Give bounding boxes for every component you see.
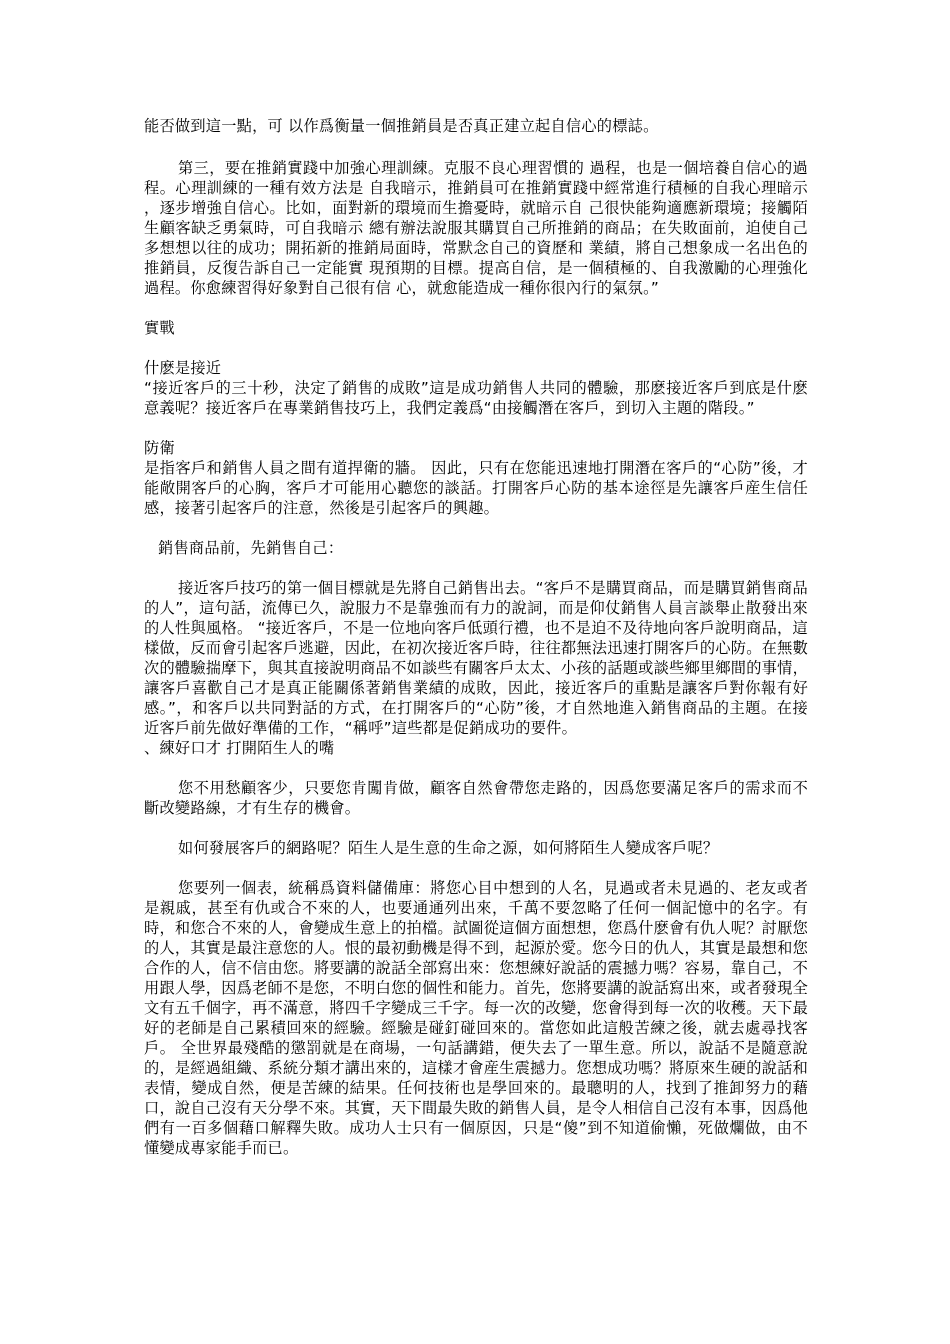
paragraph-customers: 您不用愁顧客少，只要您肯闖肯做，顧客自然會帶您走路的，因爲您要滿足客戶的需求而不斷改變路線，才有生存的機會。 (144, 779, 808, 817)
document-page (144, 116, 808, 1158)
paragraph-make-list: 您要列一個表，統稱爲資料儲備庫：將您心目中想到的人名，見過或者未見過的、老友或者是親戚，甚至有仇或合不來的人，也要通通列出來，千萬不要忽略了任何一個記憶中的名字。有時，和您合不來的人，會變成生意上的拍檔。試圖從這個方面想想，您爲什麽會有仇人呢？討厭您的人，其實是最注意您的人。恨的最初動機是得不到，起源於愛。您今日的仇人，其實是最想和您合作的人，信不信由您。將要講的說話全部寫出來：您想練好說話的震撼力嗎？容易，靠自己，不用跟人學，因爲老師不是您，不明白您的個性和能力。首先，您將要講的說話寫出來，或者發現全文有五千個字，再不滿意，將四千字變成三千字。每一次的改變，您會得到每一次的收穫。天下最好的老師是自己累積回來的經驗。經驗是碰釘碰回來的。當您如此這般苦練之後，就去處尋找客戶。 全世界最殘酷的懲罰就是在商場，一句話講錯，便失去了一單生意。所以，說話不是隨意說的，是經過組織、系統分類才講出來的，這樣才會産生震撼力。您想成功嗎？將原來生硬的說話和表情，變成自然，便是苦練的結果。任何技術也是學回來的。最聰明的人，找到了推卸努力的藉口，說自己沒有天分學不來。其實，天下間最失敗的銷售人員，是令人相信自己沒有本事，因爲他們有一百多個藉口解釋失敗。成功人士只有一個原因，只是“傻”到不知道偷懶，死做爛做，由不懂變成專家能手而已。 (144, 879, 808, 1157)
heading-practice: 實戰 (144, 319, 175, 337)
heading-practice-speaking: 、練好口才 打開陌生人的嘴 (144, 739, 335, 757)
paragraph-defense-definition: 是指客戶和銷售人員之間有道捍衛的牆。 因此，只有在您能迅速地打開潛在客戶的“心防”後，才能敞開客戶的心胸，客戶才可能用心聽您的談話。打開客戶心防的基本途徑是先讓客戶産生信任感，接著引起客戶的注意，然後是引起客戶的興趣。 (144, 459, 808, 517)
paragraph-sell-yourself: 接近客戶技巧的第一個目標就是先將自己銷售出去。“客戶不是購買商品，而是購買銷售商品的人”，這句話，流傳已久，說服力不是靠強而有力的說詞，而是仰仗銷售人員言談舉止散發出來的人性與風格。 “接近客戶，不是一位地向客戶低頭行禮，也不是迫不及待地向客戶說明商品，這樣做，反而會引起客戶逃避，因此，在初次接近客戶時，往往都無法迅速打開客戶的心防。在無數次的體驗揣摩下，與其直接說明商品不如談些有關客戶太太、小孩的話題或談些鄉里鄉間的事情，讓客戶喜歡自己才是真正能關係著銷售業績的成敗，因此，接近客戶的重點是讓客戶對你報有好感。”，和客戶以共同對話的方式，在打開客戶的“心防”後，才自然地進入銷售商品的主題。在接近客戶前先做好準備的工作，“稱呼”這些都是促銷成功的要件。 (144, 579, 808, 737)
paragraph-confidence-measure: 能否做到這一點，可 以作爲衡量一個推銷員是否真正建立起自信心的標誌。 (144, 117, 659, 135)
heading-defense: 防衛 (144, 439, 175, 457)
heading-what-is-approach: 什麽是接近 (144, 359, 222, 377)
paragraph-develop-network: 如何發展客戶的網路呢？陌生人是生意的生命之源，如何將陌生人變成客戶呢？ (178, 839, 719, 857)
paragraph-psych-training: 第三，要在推銷實踐中加強心理訓練。克服不良心理習慣的 過程，也是一個培養自信心的過程。心理訓練的一種有效方法是 自我暗示，推銷員可在推銷實踐中經常進行積極的自我心理暗示 ，逐步增強自信心。比如，面對新的環境而生擔憂時，就暗示自 己很快能夠適應新環境；接觸陌生顧客缺乏勇氣時，可自我暗示 總有辦法說服其購買自己所推銷的商品；在失敗面前，迫使自己 多想想以往的成功；開拓新的推銷局面時，常默念自己的資歷和 業績，將自己想象成一名出色的推銷員，反復告訴自己一定能實 現預期的目標。提高自信，是一個積極的、自我激勵的心理強化 過程。你愈練習得好象對自己很有信 心，就愈能造成一種你很內行的氣氛。” (144, 159, 808, 297)
heading-sell-yourself-first: 銷售商品前，先銷售自己： (158, 539, 344, 557)
paragraph-approach-definition: “接近客戶的三十秒，決定了銷售的成敗”這是成功銷售人共同的體驗，那麽接近客戶到底是什麽意義呢？接近客戶在專業銷售技巧上，我們定義爲“由接觸潛在客戶，到切入主題的階段。” (144, 379, 808, 417)
